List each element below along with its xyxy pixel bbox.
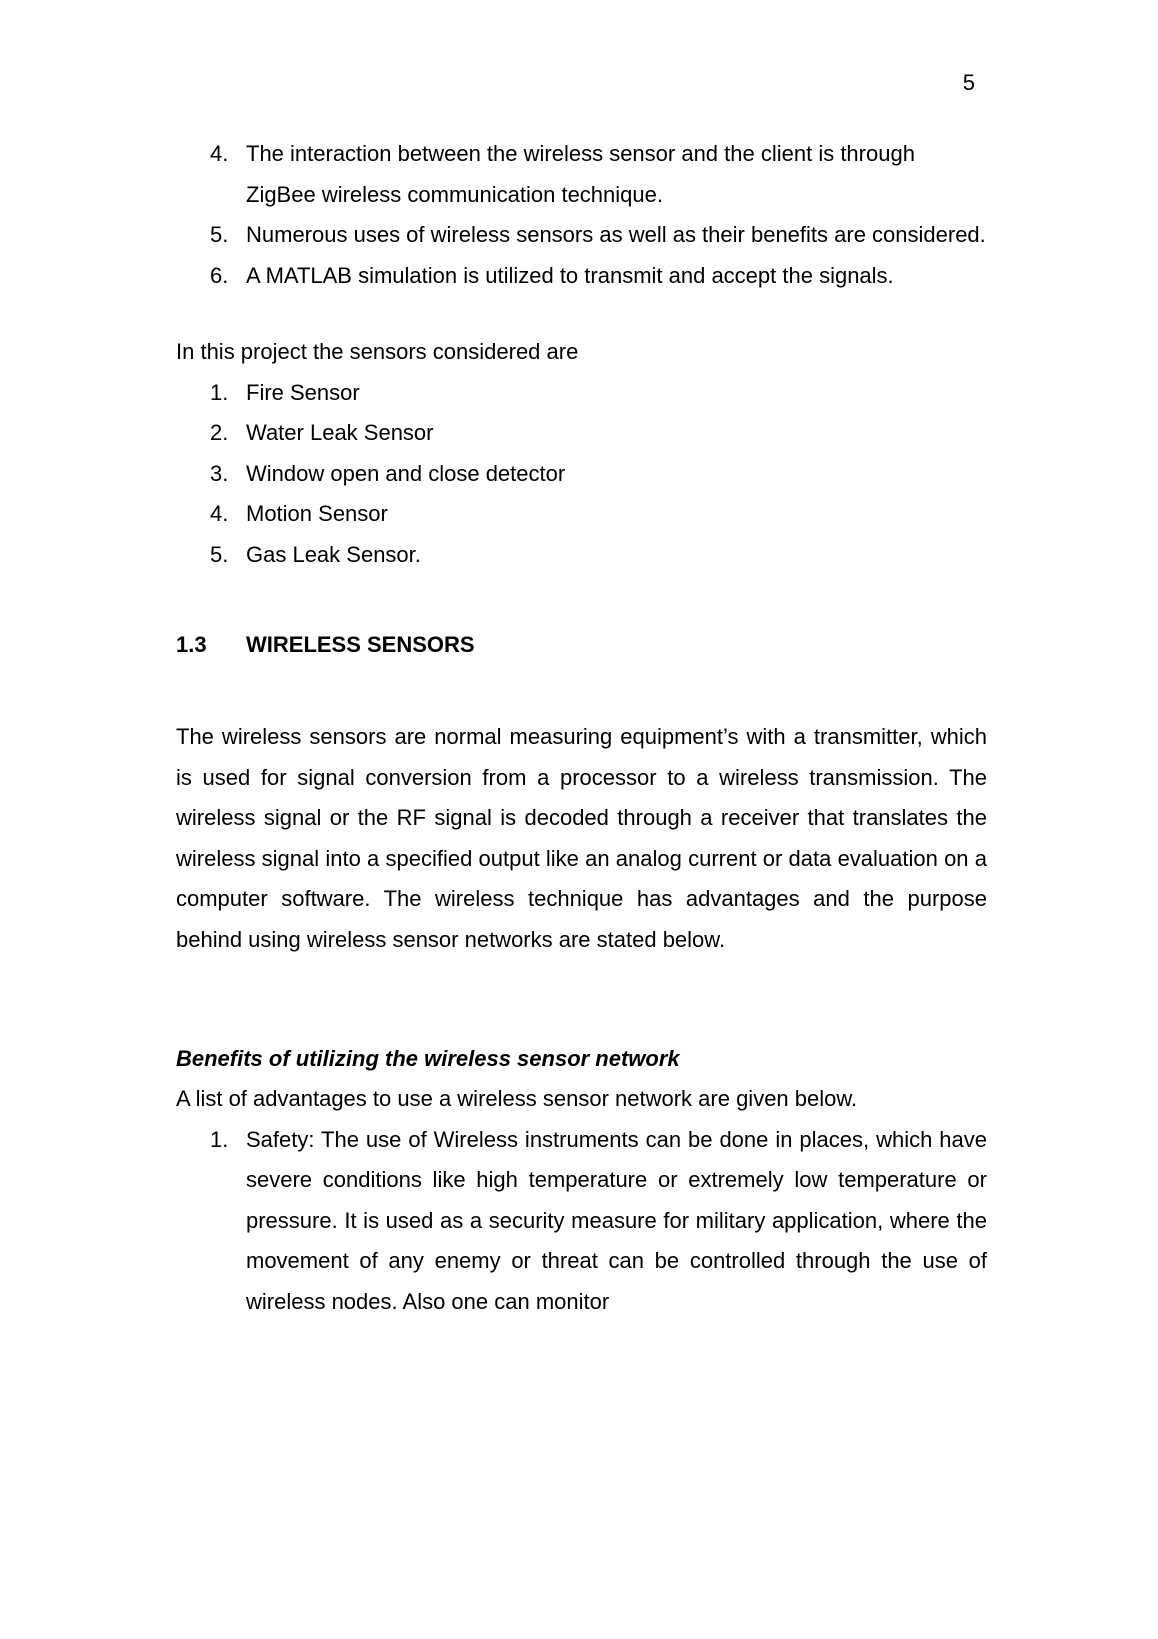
section-paragraph: The wireless sensors are normal measuring equipment’s with a transmitter, which is used for signal conversion from a processor to a wireless transmission. The wireless signal or the RF signal is decoded through a receiver that translates the wireless signal into a specified output like an analog current or data evaluation on a computer software. The wireless technique has advantages and the purpose behind using wireless sensor networks are stated below. [176,724,987,952]
list-item-text: Gas Leak Sensor. [246,541,421,567]
list-item [176,215,987,256]
list-item-number: 1. [210,1126,229,1152]
list-item-text: Window open and close detector [246,460,566,486]
list-item-text: The interaction between the wireless sensor and the client is through ZigBee wireless communication technique. [246,141,915,207]
list-item-text: Water Leak Sensor [246,420,434,445]
list-item-number: 6. [210,262,229,288]
list-item [176,413,987,454]
list-item-number: 4. [210,501,229,526]
list-item-text: A MATLAB simulation is utilized to transmit and accept the signals. [246,262,894,288]
list-item [176,454,987,495]
benefits-list [176,1120,987,1323]
benefits-heading: Benefits of utilizing the wireless sensor network [176,1046,680,1071]
list-item-number: 5. [210,222,229,247]
sensors-intro: In this project the sensors considered are [176,339,579,364]
list-item-number: 2. [210,420,229,445]
list-item-text: Numerous uses of wireless sensors as well as their benefits are considered. [246,222,986,247]
benefits-intro: A list of advantages to use a wireless sensor network are given below. [176,1086,858,1111]
list-item-text: Motion Sensor [246,501,388,526]
list-item-number: 4. [210,141,229,166]
page-number: 5 [962,70,975,95]
list-item-text: Fire Sensor [246,379,360,405]
list-item [176,1120,987,1323]
list-item-number: 5. [210,541,229,567]
list-item-number: 1. [210,379,229,405]
page-content [176,134,987,1322]
list-item [176,134,987,215]
list-item [176,256,987,297]
list-item [176,494,987,535]
section-heading [176,625,987,665]
sensors-list [176,373,987,576]
section-title: WIRELESS SENSORS [246,632,475,657]
list-item [176,373,987,414]
list-item-number: 3. [210,460,229,486]
list-item [176,535,987,576]
objectives-list-continued [176,134,987,296]
section-number: 1.3 [176,632,207,657]
list-item-text: Safety: The use of Wireless instruments can be done in places, which have severe conditions like high temperature or extremely low temperature or pressure. It is used as a security measure for military application, where the movement of any enemy or threat can be controlled through the use of wireless nodes. Also one can monitor [246,1126,987,1314]
